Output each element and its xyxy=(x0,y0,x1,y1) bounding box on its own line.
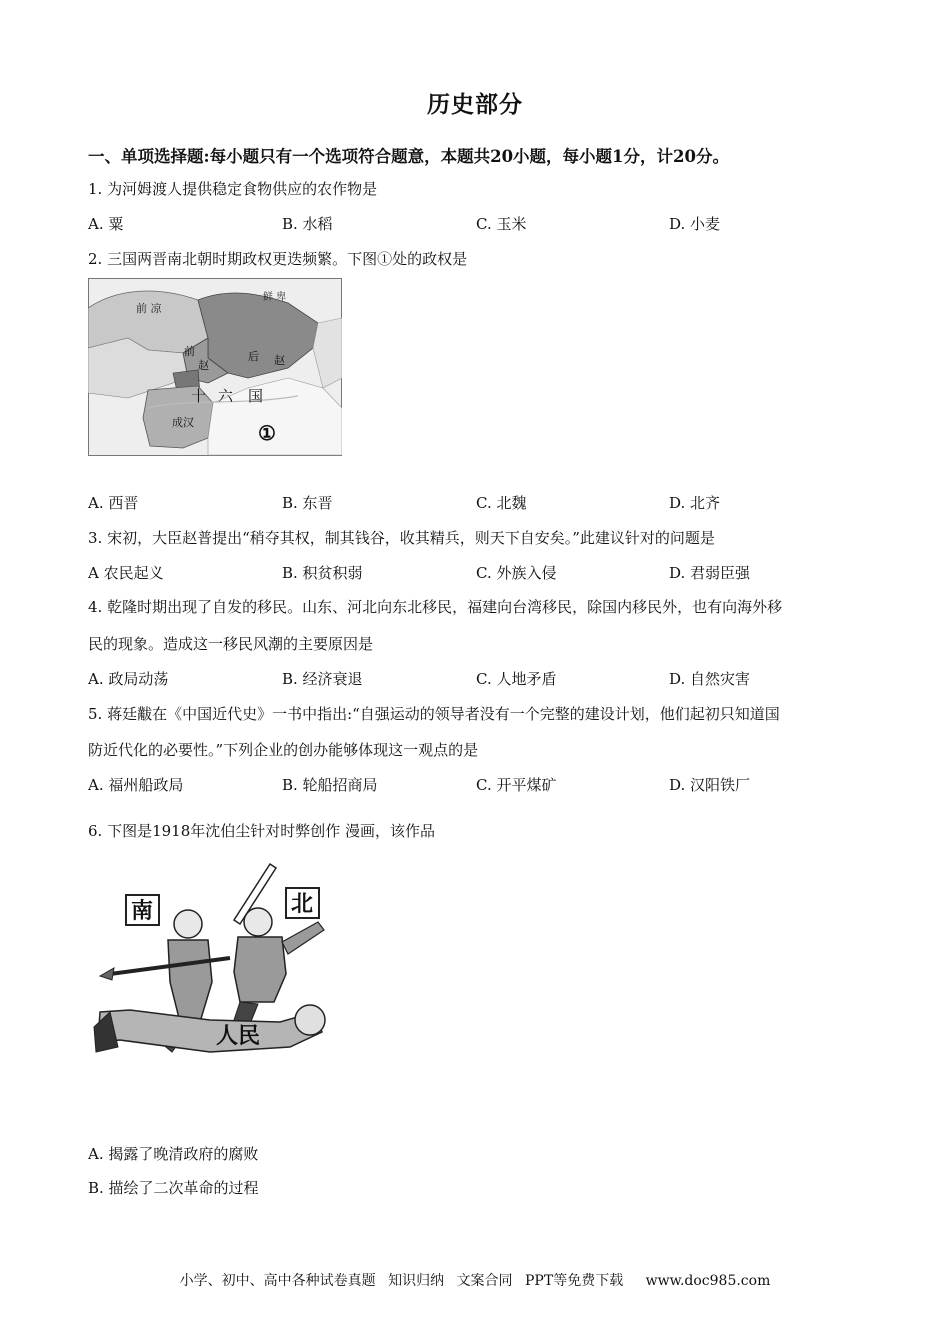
question-1-stem: 1. 为河姆渡人提供稳定食物供应的农作物是 xyxy=(88,180,378,198)
map-label-xianbei: 鲜 卑 xyxy=(263,292,287,303)
question-4-option-c: C. 人地矛盾 xyxy=(476,670,557,688)
map-label-qian: 前 xyxy=(184,345,195,358)
question-3-option-d: D. 君弱臣强 xyxy=(669,564,751,582)
question-5-stem-line-2: 防近代化的必要性。”下列企业的创办能够体现这一观点的是 xyxy=(88,741,479,759)
question-2-option-b: B. 东晋 xyxy=(282,494,333,512)
map-label-hou: 后 xyxy=(248,350,259,363)
map-label-zhao-2: 赵 xyxy=(274,354,285,367)
question-5-stem-line-1: 5. 蒋廷黻在《中国近代史》一书中指出:“自强运动的领导者没有一个完整的建设计划，他们起初只知道国 xyxy=(88,705,780,723)
question-2-option-c: C. 北魏 xyxy=(476,494,527,512)
question-3-stem: 3. 宋初，大臣赵普提出“稍夺其权，制其钱谷，收其精兵，则天下自安矣。”此建议针对的问题是 xyxy=(88,529,715,547)
cartoon-label-people: 人民 xyxy=(216,1023,261,1049)
question-3-option-c: C. 外族入侵 xyxy=(476,564,557,582)
cartoon-label-north: 北 xyxy=(291,891,314,917)
sixteen-kingdoms-map xyxy=(88,278,342,456)
question-1-option-b: B. 水稻 xyxy=(282,215,333,233)
page-footer xyxy=(0,1270,950,1290)
cartoon-label-south: 南 xyxy=(131,898,154,924)
question-4-option-d: D. 自然灾害 xyxy=(669,670,751,688)
question-2-stem: 2. 三国两晋南北朝时期政权更迭频繁。下图①处的政权是 xyxy=(88,250,468,268)
footer-text-4: PPT等免费下载 xyxy=(525,1273,624,1289)
question-1-option-a: A. 粟 xyxy=(88,215,124,233)
question-1-option-d: D. 小麦 xyxy=(669,215,721,233)
map-label-guo: 国 xyxy=(248,387,264,405)
question-6-stem: 6. 下图是1918年沈伯尘针对时弊创作 漫画，该作品 xyxy=(88,822,436,840)
section-heading: 一、单项选择题:每小题只有一个选项符合题意，本题共20小题，每小题1分，计20分。 xyxy=(88,147,729,166)
question-3-option-b: B. 积贫积弱 xyxy=(282,564,363,582)
question-5-option-a: A. 福州船政局 xyxy=(88,776,184,794)
footer-text-3: 文案合同 xyxy=(456,1273,513,1289)
question-5-option-b: B. 轮船招商局 xyxy=(282,776,378,794)
question-2-option-a: A. 西晋 xyxy=(88,494,139,512)
question-5-option-c: C. 开平煤矿 xyxy=(476,776,557,794)
map-label-qianliang: 前 凉 xyxy=(136,302,162,315)
question-4-option-b: B. 经济衰退 xyxy=(282,670,363,688)
question-6-option-a: A. 揭露了晚清政府的腐败 xyxy=(88,1145,259,1163)
map-label-liu: 六 xyxy=(218,387,234,405)
question-6-option-b: B. 描绘了二次革命的过程 xyxy=(88,1179,259,1197)
question-3-option-a: A 农民起义 xyxy=(88,564,164,582)
question-2-option-d: D. 北齐 xyxy=(669,494,721,512)
question-5-option-d: D. 汉阳铁厂 xyxy=(669,776,751,794)
map-label-chenghan: 成汉 xyxy=(172,416,194,429)
page-title: 历史部分 xyxy=(427,91,523,118)
footer-text-2: 知识归纳 xyxy=(388,1273,445,1289)
question-4-stem-line-1: 4. 乾隆时期出现了自发的移民。山东、河北向东北移民，福建向台湾移民，除国内移民外，也有向海外移 xyxy=(88,598,783,616)
cartoon-image xyxy=(90,862,340,1067)
map-label-shi: 十 xyxy=(191,387,207,405)
map-label-circle-1: ① xyxy=(258,421,276,445)
question-1-option-c: C. 玉米 xyxy=(476,215,527,233)
map-label-zhao-1: 赵 xyxy=(198,359,209,372)
question-4-option-a: A. 政局动荡 xyxy=(88,670,169,688)
question-4-stem-line-2: 民的现象。造成这一移民风潮的主要原因是 xyxy=(88,635,374,653)
footer-url[interactable]: www.doc985.com xyxy=(645,1273,771,1289)
footer-text-1: 小学、初中、高中各种试卷真题 xyxy=(179,1273,376,1289)
